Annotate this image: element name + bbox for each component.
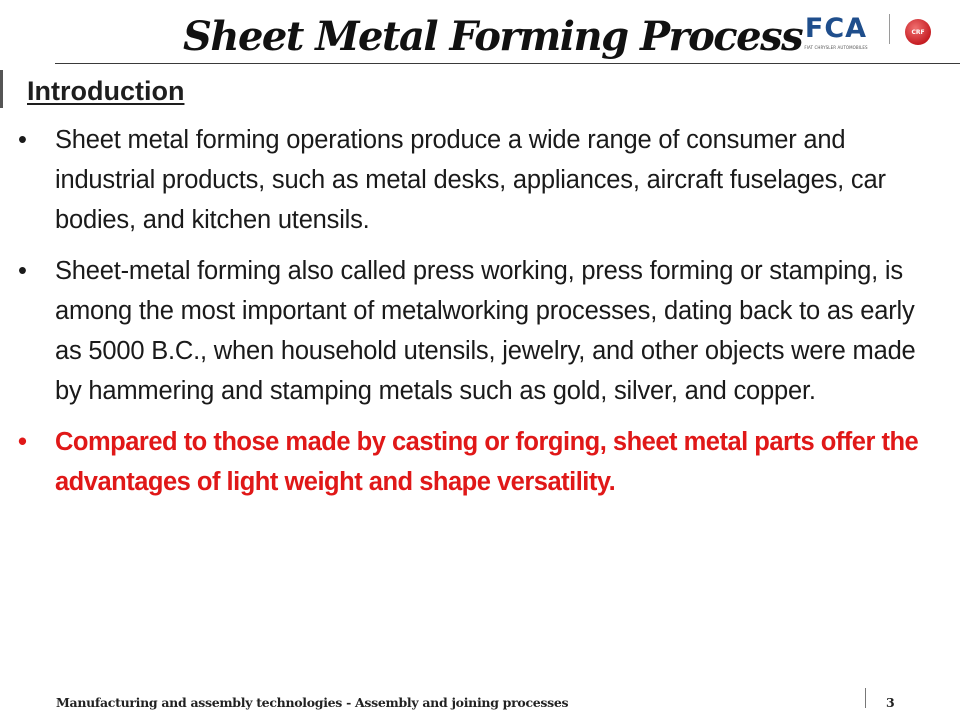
fca-logo-subtitle: FIAT CHRYSLER AUTOMOBILES [804,45,868,50]
crf-logo-text: CRF [911,29,925,36]
bullet-item: • Sheet metal forming operations produce a wide range of consumer and industrial products, such as metal desks, appliances, aircraft fuselages, car bodies, and kitchen utensils. [55,120,935,240]
logo-divider [889,14,890,44]
page-number: 3 [886,695,895,710]
bullet-list [55,120,935,513]
left-accent-bar [0,70,3,108]
section-heading: Introduction [27,76,185,106]
fca-logo-text: FCA [804,13,868,44]
fca-logo [792,14,880,56]
bullet-item-highlight: • Compared to those made by casting or forging, sheet metal parts offer the advantages of light weight and shape versatility. [55,422,935,502]
footer-divider [865,688,866,708]
title-divider [55,63,960,64]
slide-title: Sheet Metal Forming Process [183,13,803,60]
crf-logo [904,18,932,46]
bullet-item: • Sheet-metal forming also called press working, press forming or stamping, is among the most important of metalworking processes, dating back to as early as 5000 B.C., when household utensils, jewelry, and other objects were made by hammering and stamping metals such as gold, silver, and copper. [55,251,935,411]
footer-caption: Manufacturing and assembly technologies - Assembly and joining processes [56,695,569,710]
